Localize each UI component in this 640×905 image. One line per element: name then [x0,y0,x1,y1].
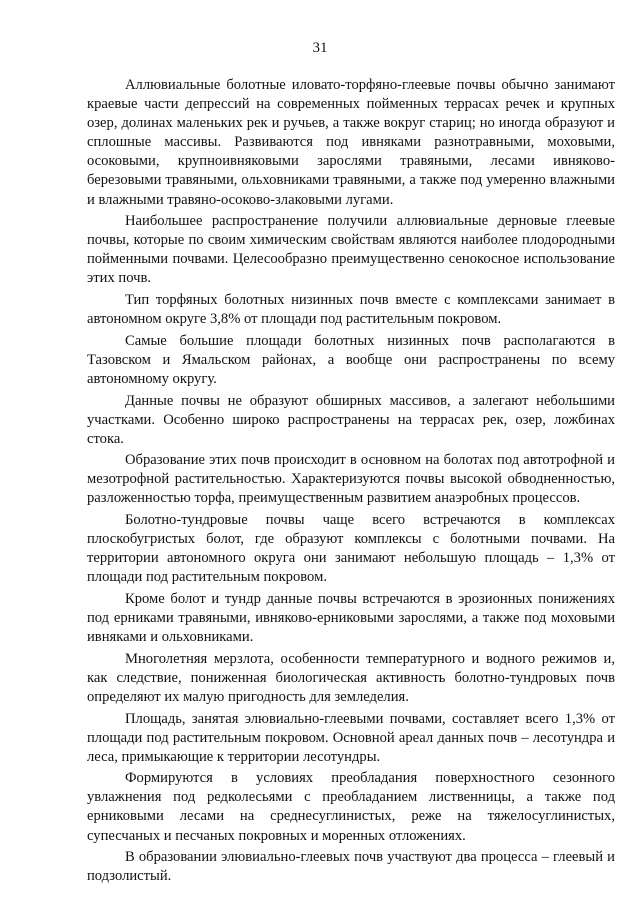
paragraph: Тип торфяных болотных низинных почв вместе с комплексами занимает в автономном округе 3,8% от площади под растительным покровом. [87,292,615,328]
paragraph: Формируются в условиях преобладания поверхностного сезонного увлажнения под редколесьями с преобладанием лиственницы, а также под ерниковыми лесами на среднесуглинистых, реже на тяжелосуглинистых, супесчаных и песчаных покровных и моренных отложениях. [87,770,615,844]
paragraph: Образование этих почв происходит в основном на болотах под автотрофной и мезотрофной растительностью. Характеризуются почвы высокой обводненностью, разложенностью торфа, преимущественным развитием анаэробных процессов. [87,452,615,507]
paragraph: Наибольшее распространение получили аллювиальные дерновые глеевые почвы, которые по своим химическим свойствам являются наиболее плодородными пойменными почвами. Целесообразно преимущественно сенокосное использование этих почв. [87,213,615,287]
paragraph: Многолетняя мерзлота, особенности температурного и водного режимов и, как следствие, пониженная биологическая активность болотно-тундровых почв определяют их малую пригодность для земледелия. [87,650,615,705]
page-number: 31 [312,40,328,56]
paragraph: Болотно-тундровые почвы чаще всего встречаются в комплексах плоскобугристых болот, где образуют комплексы с болотными почвами. На территории автономного округа они занимают небольшую площадь – 1,3% от площади под растительным покровом. [87,512,615,586]
paragraph: В образовании элювиально-глеевых почв участвуют два процесса – глеевый и подзолистый. [87,849,615,885]
paragraph: Аллювиальные болотные иловато-торфяно-глеевые почвы обычно занимают краевые части депрессий на современных пойменных террасах речек и крупных озер, долинах маленьких рек и ручьев, а также вокруг стариц; но иногда образуют и сплошные массивы. Развиваются под ивняками разнотравными, моховыми, осоковыми, крупноивняковыми зарослями травяными, лесами ивняково-березовыми травяными, ольховниками травяными, а также под умеренно влажными и влажными травяно-осоково-злаковыми лугами. [87,77,615,208]
document-text-body [87,76,615,889]
paragraph: Данные почвы не образуют обширных массивов, а залегают небольшими участками. Особенно широко распространены на террасах рек, озер, ложбинах стока. [87,392,615,447]
paragraph: Площадь, занятая элювиально-глеевыми почвами, составляет всего 1,3% от площади под растительным покровом. Основной ареал данных почв – лесотундра и леса, примыкающие к территории лесотундры. [87,710,615,765]
paragraph: Самые большие площади болотных низинных почв располагаются в Тазовском и Ямальском районах, а вообще они распространены по всему автономному округу. [87,332,615,387]
paragraph: Кроме болот и тундр данные почвы встречаются в эрозионных понижениях под ерниками травяными, ивняково-ерниковыми зарослями, а также под моховыми ивняками и ольховниками. [87,590,615,646]
